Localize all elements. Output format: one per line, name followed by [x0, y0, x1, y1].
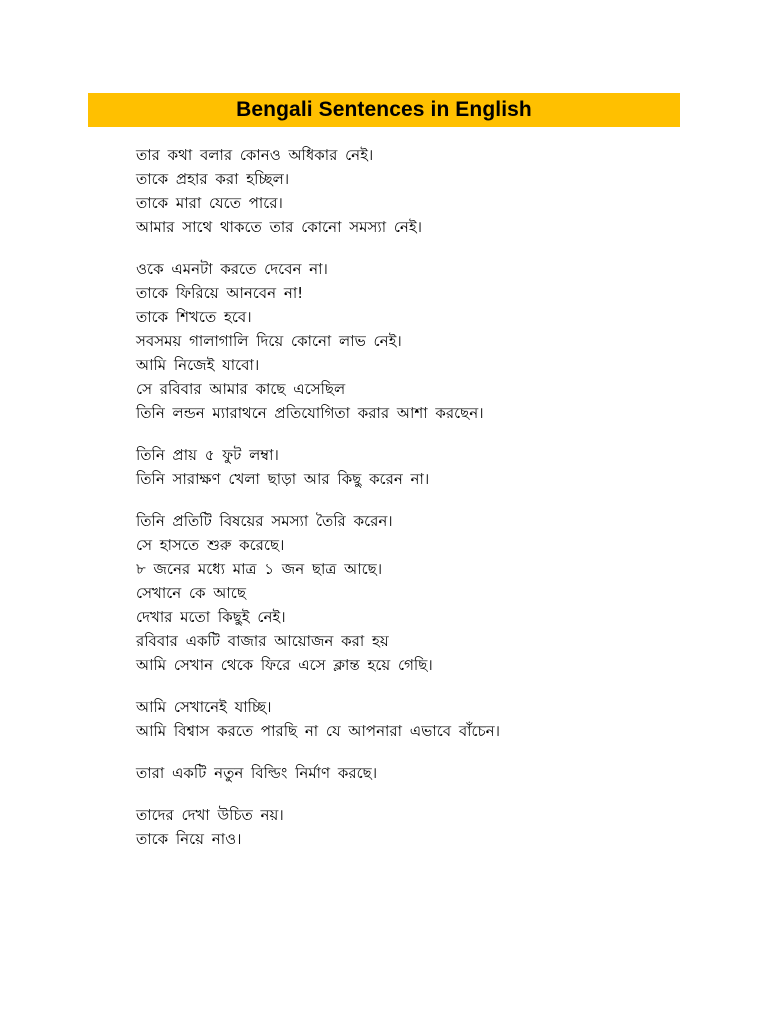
sentence-line: সেখানে কে আছে	[136, 584, 246, 602]
sentence-line: তারা একটি নতুন বিল্ডিং নির্মাণ করছে।	[136, 764, 378, 782]
sentence-line: দেখার মতো কিছুই নেই।	[136, 608, 286, 626]
sentence-line: তাদের দেখা উচিত নয়।	[136, 806, 284, 824]
sentence-line: আমি নিজেই যাবো।	[136, 356, 260, 374]
sentence-line: আমার সাথে থাকতে তার কোনো সমস্যা নেই।	[136, 218, 423, 236]
sentence-group	[136, 803, 736, 851]
title-banner	[88, 93, 680, 127]
sentence-list	[136, 143, 736, 869]
sentence-line: তাকে প্রহার করা হচ্ছিল।	[136, 170, 290, 188]
sentence-line: সবসময় গালাগালি দিয়ে কোনো লাভ নেই।	[136, 332, 402, 350]
sentence-group	[136, 257, 736, 425]
page-title: Bengali Sentences in English	[236, 98, 532, 121]
sentence-line: তাকে শিখতে হবে।	[136, 308, 252, 326]
sentence-line: তিনি প্রায় ৫ ফুট লম্বা।	[136, 446, 279, 464]
sentence-line: আমি সেখানেই যাচ্ছি।	[136, 698, 272, 716]
sentence-line: সে রবিবার আমার কাছে এসেছিল	[136, 380, 346, 398]
sentence-line: ওকে এমনটা করতে দেবেন না।	[136, 260, 328, 278]
sentence-line: তার কথা বলার কোনও অধিকার নেই।	[136, 146, 374, 164]
sentence-line: তিনি লন্ডন ম্যারাথনে প্রতিযোগিতা করার আশা করছেন।	[136, 404, 484, 422]
sentence-group	[136, 761, 736, 785]
sentence-line: সে হাসতে শুরু করেছে।	[136, 536, 285, 554]
sentence-line: আমি বিশ্বাস করতে পারছি না যে আপনারা এভাবে বাঁচেন।	[136, 722, 500, 740]
sentence-group	[136, 509, 736, 677]
sentence-line: আমি সেখান থেকে ফিরে এসে ক্লান্ত হয়ে গেছি।	[136, 656, 433, 674]
sentence-line: তাকে মারা যেতে পারে।	[136, 194, 283, 212]
sentence-line: রবিবার একটি বাজার আয়োজন করা হয়	[136, 632, 389, 650]
sentence-line: ৮ জনের মধ্যে মাত্র ১ জন ছাত্র আছে।	[136, 560, 383, 578]
sentence-line: তিনি সারাক্ষণ খেলা ছাড়া আর কিছু করেন না।	[136, 470, 430, 488]
sentence-line: তাকে নিয়ে নাও।	[136, 830, 242, 848]
sentence-group	[136, 143, 736, 239]
sentence-group	[136, 695, 736, 743]
sentence-line: তিনি প্রতিটি বিষয়ের সমস্যা তৈরি করেন।	[136, 512, 393, 530]
sentence-group	[136, 443, 736, 491]
sentence-line: তাকে ফিরিয়ে আনবেন না!	[136, 284, 304, 302]
